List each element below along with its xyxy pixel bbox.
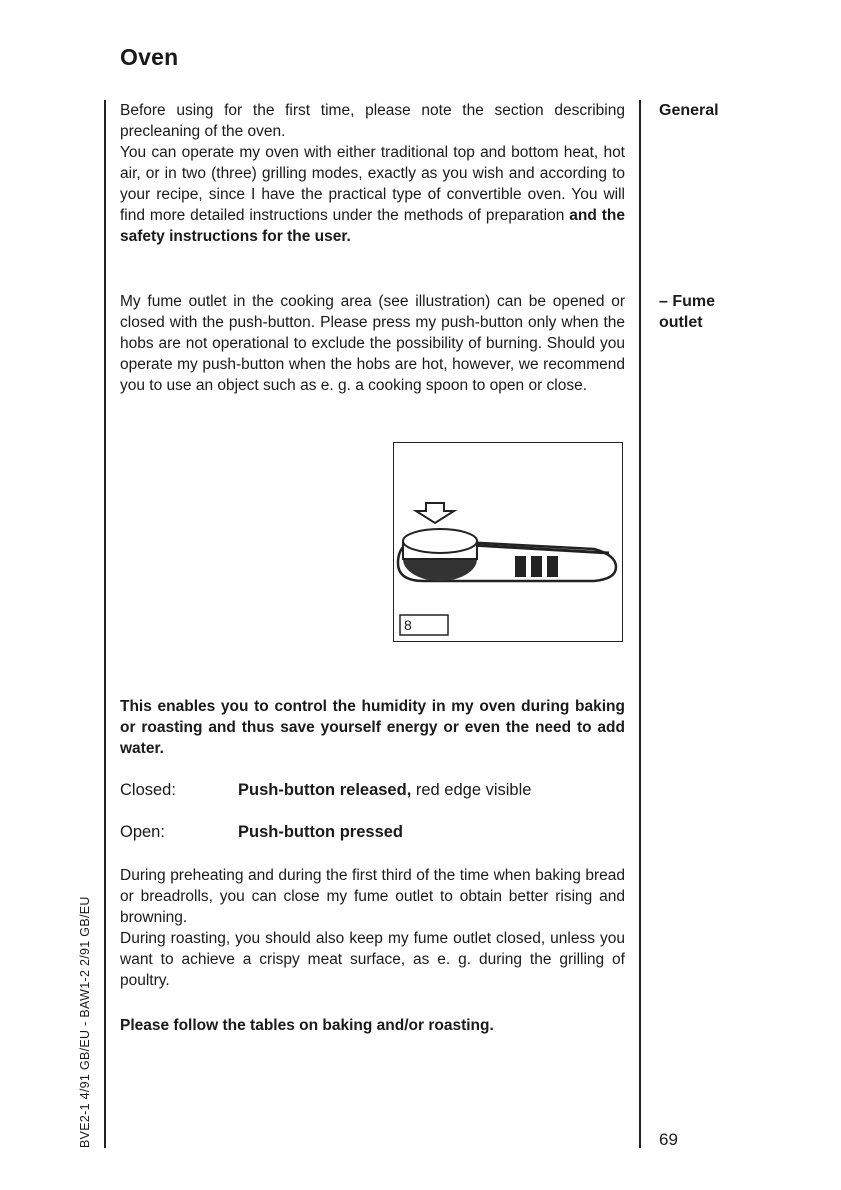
page-title: Oven [120,44,179,70]
usage-text [120,865,625,991]
general-heading: General [659,102,719,119]
fume-outlet-illustration [393,442,623,642]
closed-description-bold: Push-button released, [238,781,412,799]
general-text [120,100,625,247]
final-note: Please follow the tables on baking and/or roasting. [120,1017,494,1034]
vent-bar [531,556,542,577]
push-button-drawing [394,443,621,640]
open-label: Open: [120,823,165,841]
page-number: 69 [659,1130,678,1149]
closed-state-row [120,781,531,800]
press-arrow-icon [416,503,454,523]
vent-bar [547,556,558,577]
open-description-bold: Push-button pressed [238,823,404,841]
push-button-top [403,529,477,553]
left-margin-rule [104,100,106,1148]
footer-code: BVE2-1 4/91 GB/EU - BAW1-2 2/91 GB/EU [78,896,92,1148]
fume-outlet-heading: – Fume outlet [659,293,716,331]
open-state-row [120,823,403,842]
safety-instructions-bold: and the safety instructions for the user. [120,207,625,245]
closed-label: Closed: [120,781,176,799]
closed-description: red edge visible [411,781,532,799]
general-paragraph-2: You can operate my oven with either traditional top and bottom heat, hot air, or in two (three) grilling modes, exactly as you wish and according to your recipe, since I have the practical type of convertible oven. You will find more detailed instructions under the methods of preparation and the safety instructions for the user. [120,144,625,245]
figure-label: 8 [404,617,412,633]
fume-outlet-paragraph: My fume outlet in the cooking area (see illustration) can be opened or closed with the push-button. Please press my push-button only when the hobs are not operational to exclude the possibility of burning. Should you operate my push-button when the hobs are hot, however, we recommend you to use an object such as e. g. a cooking spoon to open or close. [120,293,625,394]
usage-paragraph-1: During preheating and during the first third of the time when baking bread or breadrolls, you can close my fume outlet to obtain better rising and browning. [120,867,625,926]
general-paragraph-1: Before using for the first time, please note the section describing precleaning of the oven. [120,102,625,140]
usage-paragraph-2: During roasting, you should also keep my fume outlet closed, unless you want to achieve a crispy meat surface, as e. g. during the grilling of poultry. [120,930,625,989]
right-margin-rule [639,100,641,1148]
humidity-note: This enables you to control the humidity in my oven during baking or roasting and thus save yourself energy or even the need to add water. [120,698,625,757]
vent-bar [515,556,526,577]
